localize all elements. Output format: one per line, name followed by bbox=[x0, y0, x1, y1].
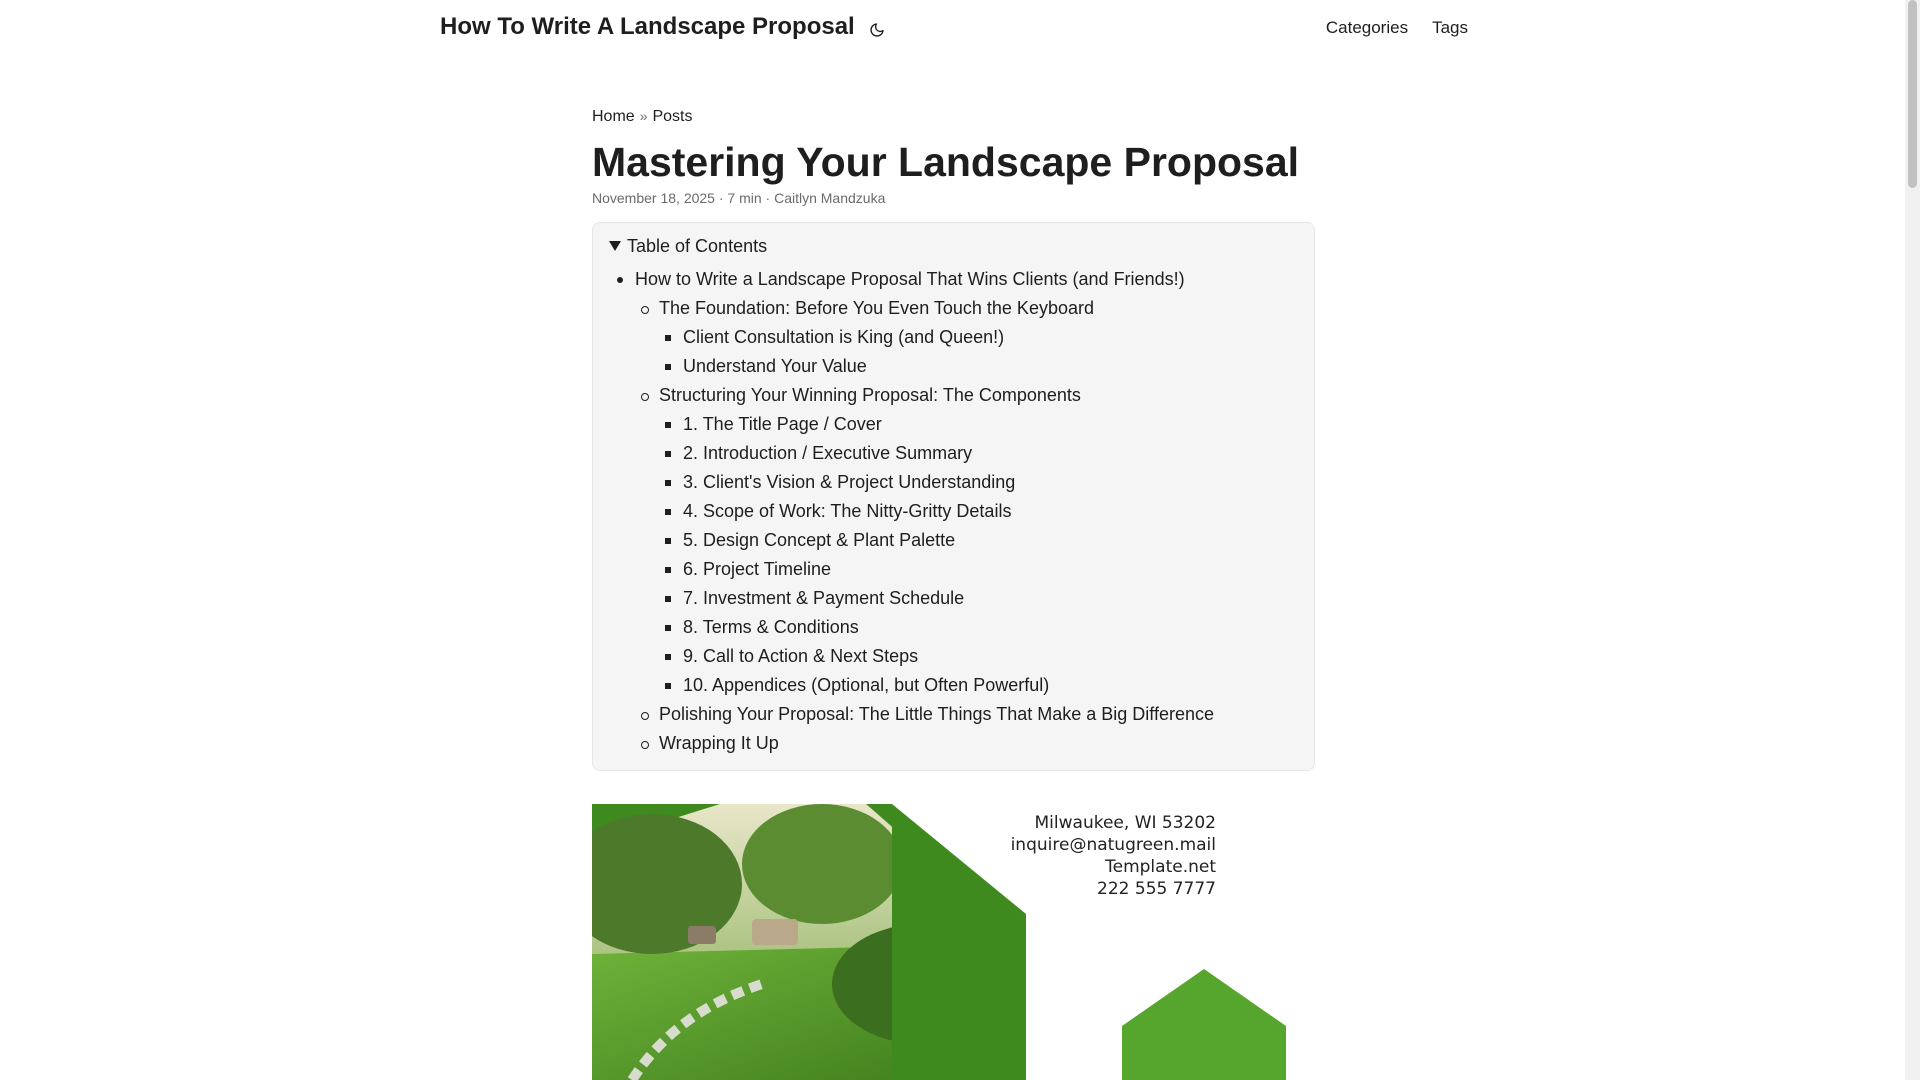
breadcrumb bbox=[592, 108, 1315, 132]
breadcrumb-posts[interactable]: Posts bbox=[652, 108, 693, 125]
toc-item bbox=[661, 497, 1298, 526]
toc-link[interactable]: 9. Call to Action & Next Steps bbox=[683, 646, 919, 666]
toc-item bbox=[637, 700, 1298, 729]
cover-image bbox=[592, 804, 1316, 1080]
toc-summary-label: Table of Contents bbox=[627, 235, 768, 256]
toc-sublist bbox=[635, 294, 1298, 758]
toc-item bbox=[661, 352, 1298, 381]
toc-link[interactable]: 8. Terms & Conditions bbox=[683, 617, 859, 637]
toc-sublist bbox=[659, 323, 1298, 381]
post-meta: November 18, 2025 · 7 min · Caitlyn Mandzuka bbox=[592, 190, 886, 206]
post-title: Mastering Your Landscape Proposal bbox=[592, 139, 1300, 185]
toc-link[interactable]: 7. Investment & Payment Schedule bbox=[683, 588, 965, 608]
toc-item bbox=[661, 323, 1298, 352]
toc-toggle[interactable] bbox=[609, 233, 1298, 259]
contact-phone: 222 555 7777 bbox=[1097, 879, 1216, 899]
toc-link[interactable]: 1. The Title Page / Cover bbox=[683, 414, 882, 434]
toc-link[interactable]: Client Consultation is King (and Queen!) bbox=[683, 327, 1005, 347]
toc-link[interactable]: 4. Scope of Work: The Nitty-Gritty Details bbox=[683, 501, 1012, 521]
toc-link-wrapping[interactable]: Wrapping It Up bbox=[659, 733, 779, 753]
scrollbar-thumb[interactable] bbox=[1908, 0, 1917, 188]
toc-link-foundation[interactable]: The Foundation: Before You Even Touch the Keyboard bbox=[659, 298, 1094, 318]
table-of-contents bbox=[592, 222, 1315, 771]
contact-website: Template.net bbox=[1105, 857, 1216, 877]
toc-list bbox=[609, 265, 1298, 758]
toc-item bbox=[661, 468, 1298, 497]
toc-sublist bbox=[659, 410, 1298, 700]
nav-categories[interactable]: Categories bbox=[1325, 18, 1409, 37]
toc-item bbox=[661, 555, 1298, 584]
post-main bbox=[592, 108, 1315, 771]
contact-address: Milwaukee, WI 53202 bbox=[1034, 813, 1216, 833]
toc-item bbox=[661, 584, 1298, 613]
toc-item bbox=[661, 410, 1298, 439]
toc-item bbox=[637, 381, 1298, 700]
site-title-link[interactable]: How To Write A Landscape Proposal bbox=[440, 13, 855, 40]
toc-item bbox=[613, 265, 1298, 758]
toc-item bbox=[661, 642, 1298, 671]
main-nav bbox=[1326, 18, 1468, 38]
toc-link-top[interactable]: How to Write a Landscape Proposal That Wins Clients (and Friends!) bbox=[635, 269, 1185, 289]
toc-item bbox=[637, 729, 1298, 758]
toc-link[interactable]: 3. Client's Vision & Project Understanding bbox=[683, 472, 1016, 492]
toc-link-polishing[interactable]: Polishing Your Proposal: The Little Things That Make a Big Difference bbox=[659, 704, 1215, 724]
toc-link[interactable]: 10. Appendices (Optional, but Often Powerful) bbox=[683, 675, 1050, 695]
nav-tags[interactable]: Tags bbox=[1432, 18, 1468, 37]
toc-item bbox=[661, 613, 1298, 642]
toc-item bbox=[661, 526, 1298, 555]
toc-link-structuring[interactable]: Structuring Your Winning Proposal: The Components bbox=[659, 385, 1081, 405]
site-header bbox=[0, 0, 1905, 60]
triangle-down-icon bbox=[609, 241, 621, 251]
toc-item bbox=[637, 294, 1298, 381]
contact-email: inquire@natugreen.mail bbox=[1010, 835, 1216, 855]
toc-item bbox=[661, 439, 1298, 468]
toc-link[interactable]: 2. Introduction / Executive Summary bbox=[683, 443, 973, 463]
toc-link[interactable]: 6. Project Timeline bbox=[683, 559, 832, 579]
moon-icon[interactable] bbox=[866, 19, 888, 41]
contact-block bbox=[1011, 812, 1216, 900]
breadcrumb-separator: » bbox=[639, 108, 648, 124]
toc-link[interactable]: 5. Design Concept & Plant Palette bbox=[683, 530, 956, 550]
breadcrumb-home[interactable]: Home bbox=[592, 108, 635, 125]
scrollbar[interactable] bbox=[1905, 0, 1920, 1080]
toc-item bbox=[661, 671, 1298, 700]
toc-link[interactable]: Understand Your Value bbox=[683, 356, 867, 376]
